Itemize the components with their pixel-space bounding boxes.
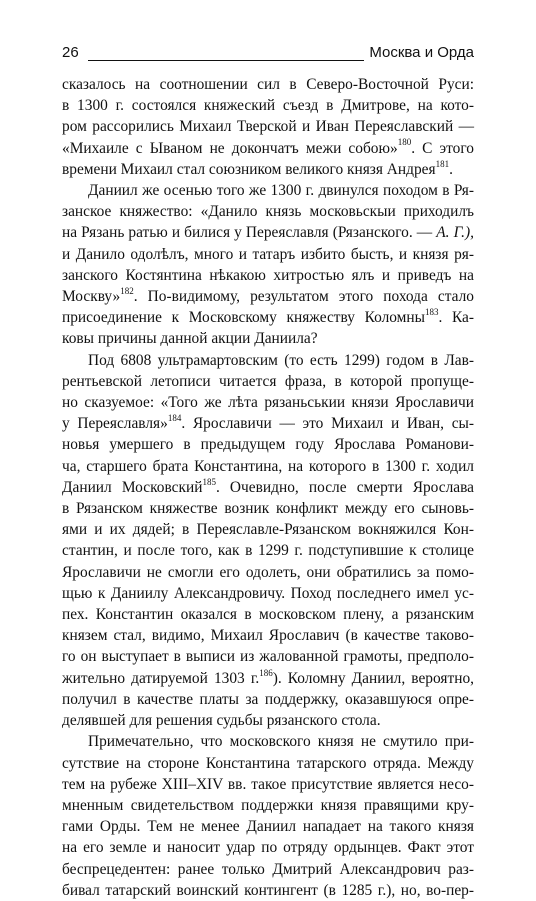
- footnote-ref: 183: [424, 307, 439, 318]
- text-line: новья умершего в предыдущем году Ярослава Романови-: [62, 436, 474, 454]
- text-segment: Даниил Московский: [62, 478, 203, 496]
- paragraph: [62, 180, 474, 350]
- text-line: мненным свидетельством поддержки князя правящими кру-: [62, 796, 474, 814]
- page-header: [62, 40, 474, 66]
- text-line: получил в качестве платы за поддержку, оказавшуюся опре-: [62, 690, 474, 708]
- text-line: сказалось на соотношении сил в Северо-Восточной Руси:: [62, 76, 474, 93]
- text-line: ром рассорились Михаил Тверской и Иван Переяславский —: [62, 118, 474, 136]
- text-line: стантин, и после того, как в 1299 г. подступившие к столице: [62, 542, 474, 560]
- text-segment: . По-видимому, результатом этого похода стало: [133, 288, 474, 306]
- text-segment: . Очевидно, после смерти Ярослава: [215, 478, 474, 496]
- text-segment: Москву»: [62, 288, 121, 306]
- text-segment: . Ка-: [438, 309, 474, 327]
- paragraph: [62, 350, 474, 732]
- text-line: тем на рубеже XIII–XIV вв. такое присутствие является несо-: [62, 775, 474, 793]
- author-initials: А. Г.),: [436, 224, 475, 242]
- text-line: [62, 222, 474, 243]
- text-line: Под 6808 ультрамартовским (то есть 1299) годом в Лав-: [88, 351, 474, 369]
- text-segment: . С этого: [411, 139, 474, 157]
- text-line: Примечательно, что московского князя не смутило при-: [88, 733, 474, 751]
- text-segment: ). Коломну Даниил, вероятно,: [272, 669, 474, 687]
- text-line: и Данило одолѣлъ, много и татаръ избито бысть, и князя ря-: [62, 245, 474, 263]
- footnote-ref: 185: [202, 476, 216, 487]
- text-line: занское княжество: «Данило князь московьскыи приходилъ: [62, 203, 474, 221]
- text-segment: . Ярославичи — это Михаил и Иван, сы-: [181, 415, 474, 433]
- text-line: ями и их дядей; в Переяславле-Рязанском вокняжился Кон-: [62, 521, 474, 539]
- text-line: Даниил же осенью того же 1300 г. двинулся походом в Ря-: [88, 182, 474, 200]
- text-line: го он выступает в выписи из жалованной грамоты, предполо-: [62, 648, 474, 666]
- text-line: [62, 477, 474, 498]
- text-line: [62, 286, 474, 307]
- text-line: занского Костянтина нѣкакою хитростью ялъ и приведъ на: [62, 266, 474, 284]
- text-line: щью к Даниилу Александровичу. Поход последнего имел ус-: [62, 584, 474, 602]
- running-title: Москва и Орда: [369, 44, 474, 61]
- text-line: беспрецедентен: ранее только Дмитрий Александрович раз-: [62, 860, 474, 878]
- text-line: гами Орды. Тем не менее Даниил нападает на такого князя: [62, 818, 474, 836]
- footnote-ref: 186: [259, 667, 273, 678]
- footnote-ref: 182: [120, 285, 134, 296]
- text-segment: жительно датируемой 1303 г.: [62, 669, 260, 687]
- text-segment: «Михаиле с Ываном не докончатъ межи собою»: [62, 139, 398, 157]
- text-line: на его земле и наносит удар по отряду ордынцев. Факт этот: [62, 839, 474, 857]
- footnote-ref: 184: [167, 413, 182, 424]
- footnote-ref: 181: [435, 158, 450, 169]
- text-line: пех. Константин оказался в московском плену, а рязанским: [62, 606, 474, 624]
- text-line: [62, 159, 474, 180]
- paragraph: [62, 731, 474, 901]
- text-line: князем стал, видимо, Михаил Ярославич (в качестве таково-: [62, 627, 474, 645]
- text-line: [62, 668, 474, 689]
- text-line: в 1300 г. состоялся княжеский съезд в Дмитрове, на кото-: [62, 97, 474, 115]
- text-line: в Рязанском княжестве возник конфликт между его сыновь-: [62, 500, 474, 518]
- text-segment: времени Михаил стал союзником великого князя Андрея: [62, 160, 436, 178]
- text-line: [62, 307, 474, 328]
- paragraph: [62, 74, 474, 180]
- text-segment: у Переяславля»: [62, 415, 168, 433]
- text-segment: на Рязань ратью и билися у Переяславля (Рязанского. —: [62, 224, 433, 242]
- page-body: [62, 74, 474, 901]
- text-segment: присоединение к Московскому княжеству Коломны: [62, 309, 425, 327]
- footnote-ref: 180: [397, 137, 412, 148]
- text-line: ча, старшего брата Константина, на которого в 1300 г. ходил: [62, 457, 474, 475]
- text-line: делявшей для решения судьбы рязанского стола.: [62, 712, 381, 730]
- text-line: бивал татарский воинский контингент (в 1285 г.), но, во-пер-: [62, 881, 474, 899]
- text-line: [62, 413, 474, 434]
- text-line: но сказуемое: «Того же лѣта рязаньськии князи Ярославичи: [62, 394, 474, 412]
- text-segment: .: [449, 160, 453, 178]
- text-line: Ярославичи не смогли его одолеть, они обратились за помо-: [62, 563, 474, 581]
- text-line: рентьевской летописи читается фраза, в которой пропуще-: [62, 372, 474, 390]
- text-line: ковы причины данной акции Даниила?: [62, 330, 318, 348]
- page-number: 26: [62, 44, 79, 61]
- text-line: сутствие на стороне Константина татарского отряда. Между: [62, 754, 474, 772]
- text-line: [62, 138, 474, 159]
- header-rule: [88, 60, 364, 61]
